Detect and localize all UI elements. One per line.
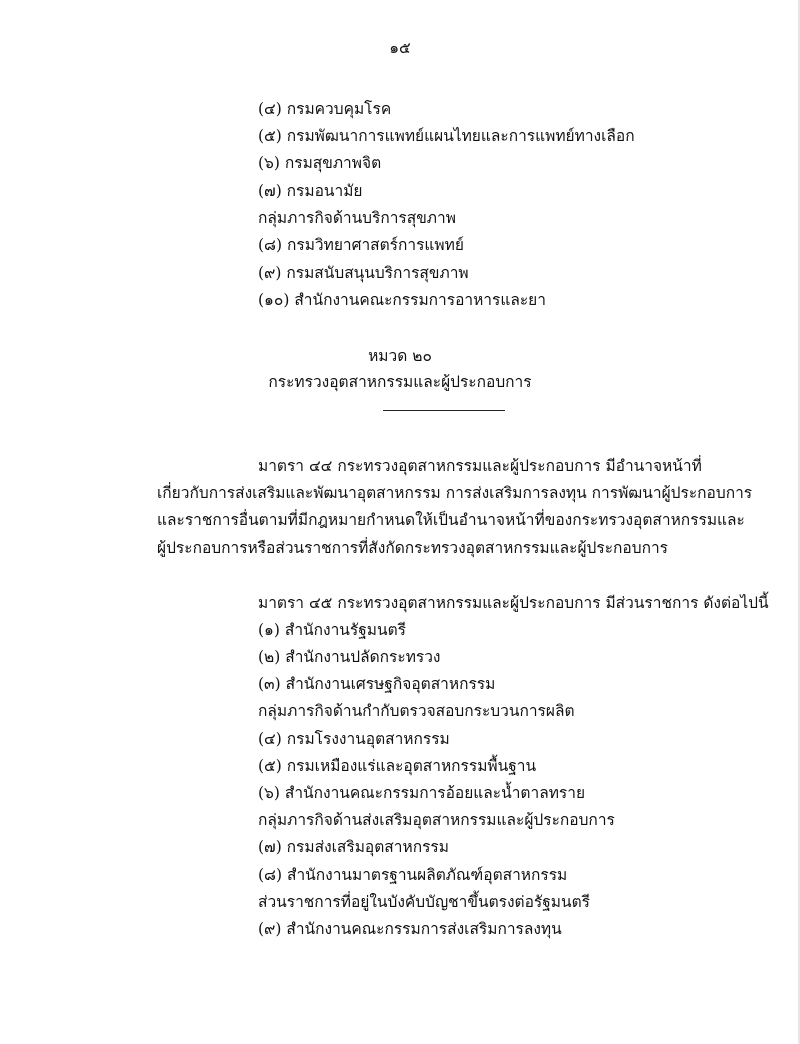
list-item: (๔) กรมโรงงานอุตสาหกรรม <box>258 730 450 748</box>
list-item: (๔) กรมควบคุมโรค <box>258 100 392 118</box>
group-heading: ส่วนราชการที่อยู่ในบังคับบัญชาขึ้นตรงต่อรัฐมนตรี <box>258 893 590 911</box>
list-item: (๒) สำนักงานปลัดกระทรวง <box>258 648 441 666</box>
group-heading: กลุ่มภารกิจด้านส่งเสริมอุตสาหกรรมและผู้ประกอบการ <box>258 811 615 829</box>
list-item: (๘) กรมวิทยาศาสตร์การแพทย์ <box>258 236 464 254</box>
list-item: (๕) กรมพัฒนาการแพทย์แผนไทยและการแพทย์ทางเลือก <box>258 127 635 145</box>
list-item: (๑) สำนักงานรัฐมนตรี <box>258 621 406 639</box>
list-item: (๙) สำนักงานคณะกรรมการส่งเสริมการลงทุน <box>258 920 562 938</box>
list-item: (๘) สำนักงานมาตรฐานผลิตภัณฑ์อุตสาหกรรม <box>258 866 568 884</box>
chapter-divider <box>383 410 505 411</box>
list-item: (๙) กรมสนับสนุนบริการสุขภาพ <box>258 264 469 282</box>
section-44-line: มาตรา ๔๔ กระทรวงอุตสาหกรรมและผู้ประกอบการ มีอำนาจหน้าที่ <box>258 457 702 475</box>
list-item: (๕) กรมเหมืองแร่และอุตสาหกรรมพื้นฐาน <box>258 757 537 775</box>
list-item: (๖) กรมสุขภาพจิต <box>258 154 382 172</box>
chapter-heading: หมวด ๒๐ <box>368 347 432 365</box>
section-44-line: เกี่ยวกับการส่งเสริมและพัฒนาอุตสาหกรรม การส่งเสริมการลงทุน การพัฒนาผู้ประกอบการ <box>157 484 753 502</box>
list-item: (๗) กรมอนามัย <box>258 182 363 200</box>
list-item: (๓) สำนักงานเศรษฐกิจอุตสาหกรรม <box>258 675 496 693</box>
page-number: ๑๕ <box>389 39 411 57</box>
list-item: (๑๐) สำนักงานคณะกรรมการอาหารและยา <box>258 291 546 309</box>
group-heading: กลุ่มภารกิจด้านบริการสุขภาพ <box>258 209 456 227</box>
section-45-intro: มาตรา ๔๕ กระทรวงอุตสาหกรรมและผู้ประกอบการ มีส่วนราชการ ดังต่อไปนี้ <box>258 594 769 612</box>
section-44-line: ผู้ประกอบการหรือส่วนราชการที่สังกัดกระทรวงอุตสาหกรรมและผู้ประกอบการ <box>157 539 668 557</box>
chapter-title: กระทรวงอุตสาหกรรมและผู้ประกอบการ <box>268 373 532 391</box>
section-44-line: และราชการอื่นตามที่มีกฎหมายกำหนดให้เป็นอำนาจหน้าที่ของกระทรวงอุตสาหกรรมและ <box>157 511 745 529</box>
group-heading: กลุ่มภารกิจด้านกำกับตรวจสอบกระบวนการผลิต <box>258 702 575 720</box>
list-item: (๗) กรมส่งเสริมอุตสาหกรรม <box>258 838 449 856</box>
list-item: (๖) สำนักงานคณะกรรมการอ้อยและน้ำตาลทราย <box>258 784 586 802</box>
